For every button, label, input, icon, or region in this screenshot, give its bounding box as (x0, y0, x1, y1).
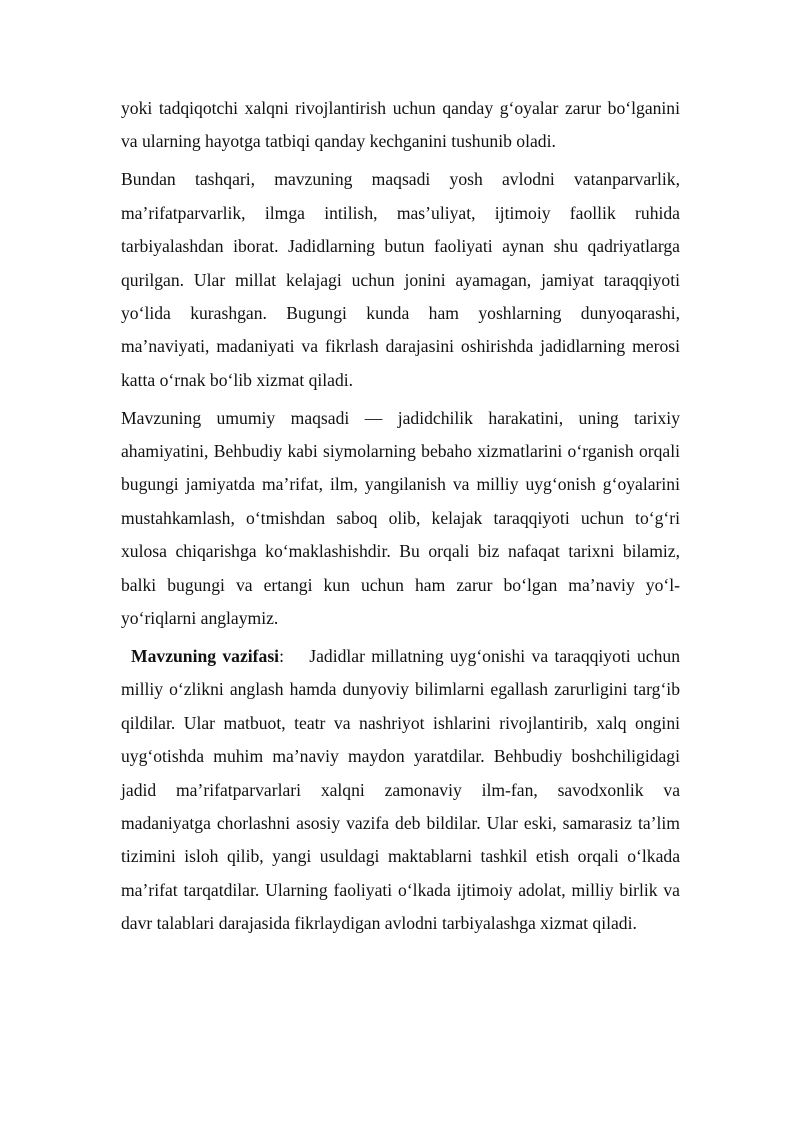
paragraph-purpose: Bundan tashqari, mavzuning maqsadi yosh avlodni vatanparvarlik, ma’rifatparvarlik, ilmga intilish, mas’uliyat, ijtimoiy faollik ruhida tarbiyalashdan iborat. Jadidlarning butun faoliyati aynan shu qadriyatlarga qurilgan. Ular millat kelajagi uchun jonini ayamagan, jamiyat taraqqiyoti yo‘lida kurashgan. Bugungi kunda ham yoshlarning dunyoqarashi, ma’naviyati, madaniyati va fikrlash darajasini oshirishda jadidlarning merosi katta o‘rnak bo‘lib xizmat qiladi. (121, 169, 680, 390)
paragraph-tasks (121, 640, 680, 941)
tasks-label: Mavzuning vazifasi (131, 646, 280, 666)
paragraph-general-goal: Mavzuning umumiy maqsadi — jadidchilik harakatini, uning tarixiy ahamiyatini, Behbudiy kabi siymolarning bebaho xizmatlarini o‘rganish orqali bugungi jamiyatda ma’rifat, ilm, yangilanish va milliy uyg‘onish g‘oyalarini mustahkamlash, o‘tmishdan saboq olib, kelajak taraqqiyoti uchun to‘g‘ri xulosa chiqarishga ko‘maklashishdir. Bu orqali biz nafaqat tarixni bilamiz, balki bugungi va ertangi kun uchun ham zarur bo‘lgan ma’naviy yo‘l-yo‘riqlarni anglaymiz. (121, 407, 680, 629)
document-body (121, 92, 680, 941)
tasks-separator: : (279, 646, 284, 666)
paragraph-continuation: yoki tadqiqotchi xalqni rivojlantirish uchun qanday g‘oyalar zarur bo‘lganini va ularning hayotga tatbiqi qanday kechganini tushunib oladi. (121, 98, 680, 152)
tasks-text: Jadidlar millatning uyg‘onishi va taraqqiyoti uchun milliy o‘zlikni anglash hamda dunyoviy bilimlarni egallash zarurligini targ‘ib qildilar. Ular matbuot, teatr va nashriyot ishlarini rivojlantirib, xalq ongini uyg‘otishda muhim ma’naviy maydon yaratdilar. Behbudiy boshchiligidagi jadid ma’rifatparvarlari xalqni zamonaviy ilm-fan, savodxonlik va madaniyatga chorlashni asosiy vazifa deb bildilar. Ular eski, samarasiz ta’lim tizimini isloh qilib, yangi usuldagi maktablarni tashkil etish orqali o‘lkada ma’rifat tarqatdilar. Ularning faoliyati o‘lkada ijtimoiy adolat, milliy birlik va davr talablari darajasida fikrlaydigan avlodni tarbiyalashga xizmat qiladi. (121, 646, 680, 934)
